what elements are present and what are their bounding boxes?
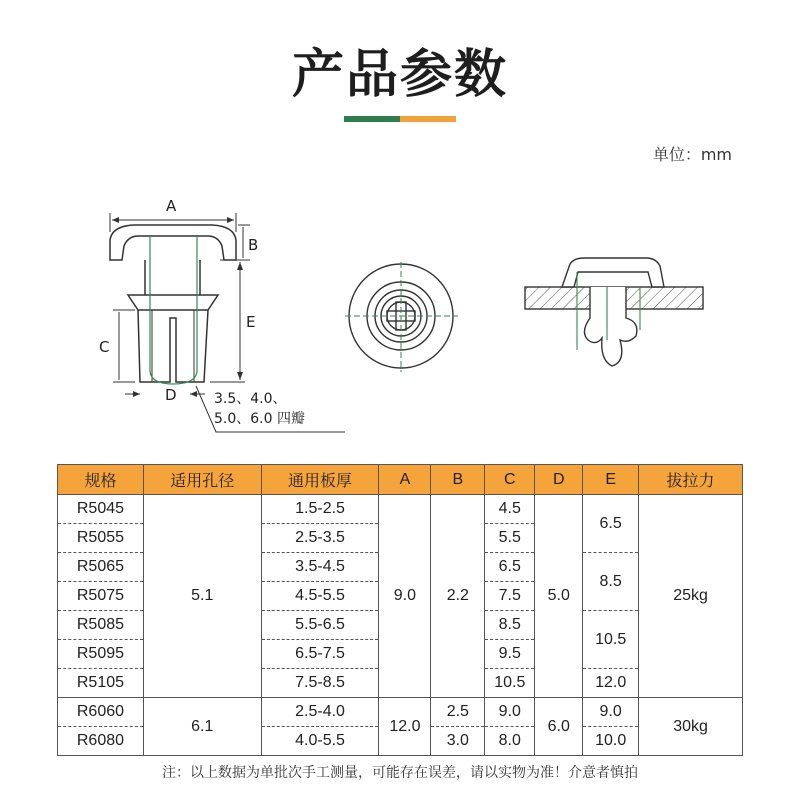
thickness-cell: 6.5-7.5: [261, 640, 379, 669]
b-cell: 3.0: [431, 727, 485, 756]
table-header-row: [58, 465, 743, 495]
c-cell: 10.5: [485, 669, 535, 698]
petal-note-line2: 5.0、6.0 四瓣: [214, 411, 305, 427]
header-cell: A: [379, 465, 431, 495]
header-cell: D: [535, 465, 583, 495]
header-cell: C: [485, 465, 535, 495]
dim-label-e: E: [246, 313, 256, 331]
c-cell: 6.5: [485, 553, 535, 582]
table-row: [58, 495, 743, 524]
page-title: 产品参数: [291, 45, 508, 105]
model-cell: R5075: [58, 582, 144, 611]
a-cell: 12.0: [379, 698, 431, 756]
model-cell: R5105: [58, 669, 144, 698]
dim-label-b: B: [248, 236, 259, 254]
d-cell: 5.0: [535, 495, 583, 698]
hole-cell: 6.1: [143, 698, 261, 756]
model-cell: R5085: [58, 611, 144, 640]
thickness-cell: 2.5-3.5: [261, 524, 379, 553]
title-underline: [344, 116, 456, 122]
force-cell: 25kg: [639, 495, 743, 698]
b-cell: 2.2: [431, 495, 485, 698]
header-cell: 通用板厚: [261, 465, 379, 495]
header-cell: B: [431, 465, 485, 495]
hole-cell: 5.1: [143, 495, 261, 698]
c-cell: 9.0: [485, 698, 535, 727]
c-cell: 4.5: [485, 495, 535, 524]
force-cell: 30kg: [639, 698, 743, 756]
e-cell: 12.0: [583, 669, 639, 698]
dim-label-d: D: [165, 386, 177, 404]
model-cell: R5055: [58, 524, 144, 553]
e-cell: 8.5: [583, 553, 639, 611]
header-cell: 拔拉力: [639, 465, 743, 495]
dim-label-c: C: [99, 338, 110, 356]
e-cell: 9.0: [583, 698, 639, 727]
thickness-cell: 1.5-2.5: [261, 495, 379, 524]
thickness-cell: 4.0-5.5: [261, 727, 379, 756]
technical-drawings: [0, 185, 800, 445]
c-cell: 5.5: [485, 524, 535, 553]
header-cell: E: [583, 465, 639, 495]
a-cell: 9.0: [379, 495, 431, 698]
c-cell: 8.5: [485, 611, 535, 640]
e-cell: 10.0: [583, 727, 639, 756]
header-cell: 适用孔径: [143, 465, 261, 495]
e-cell: 6.5: [583, 495, 639, 553]
c-cell: 9.5: [485, 640, 535, 669]
model-cell: R6060: [58, 698, 144, 727]
top-view-centerlines: [345, 262, 458, 372]
spec-table: [57, 464, 743, 756]
thickness-cell: 5.5-6.5: [261, 611, 379, 640]
petal-note-line1: 3.5、4.0、: [214, 391, 287, 407]
e-cell: 10.5: [583, 611, 639, 669]
thickness-cell: 3.5-4.5: [261, 553, 379, 582]
b-cell: 2.5: [431, 698, 485, 727]
header-cell: 规格: [58, 465, 144, 495]
c-cell: 7.5: [485, 582, 535, 611]
model-cell: R6080: [58, 727, 144, 756]
dim-label-a: A: [166, 197, 177, 215]
model-cell: R5095: [58, 640, 144, 669]
thickness-cell: 7.5-8.5: [261, 669, 379, 698]
thickness-cell: 2.5-4.0: [261, 698, 379, 727]
d-cell: 6.0: [535, 698, 583, 756]
model-cell: R5065: [58, 553, 144, 582]
table-row: [58, 698, 743, 727]
thickness-cell: 4.5-5.5: [261, 582, 379, 611]
unit-label: 单位：mm: [652, 145, 732, 164]
disclaimer-note: 注：以上数据为单批次手工测量，可能存在误差，请以实物为准！介意者慎拍: [162, 765, 638, 781]
model-cell: R5045: [58, 495, 144, 524]
installed-view-drawing: [525, 258, 703, 366]
c-cell: 8.0: [485, 727, 535, 756]
